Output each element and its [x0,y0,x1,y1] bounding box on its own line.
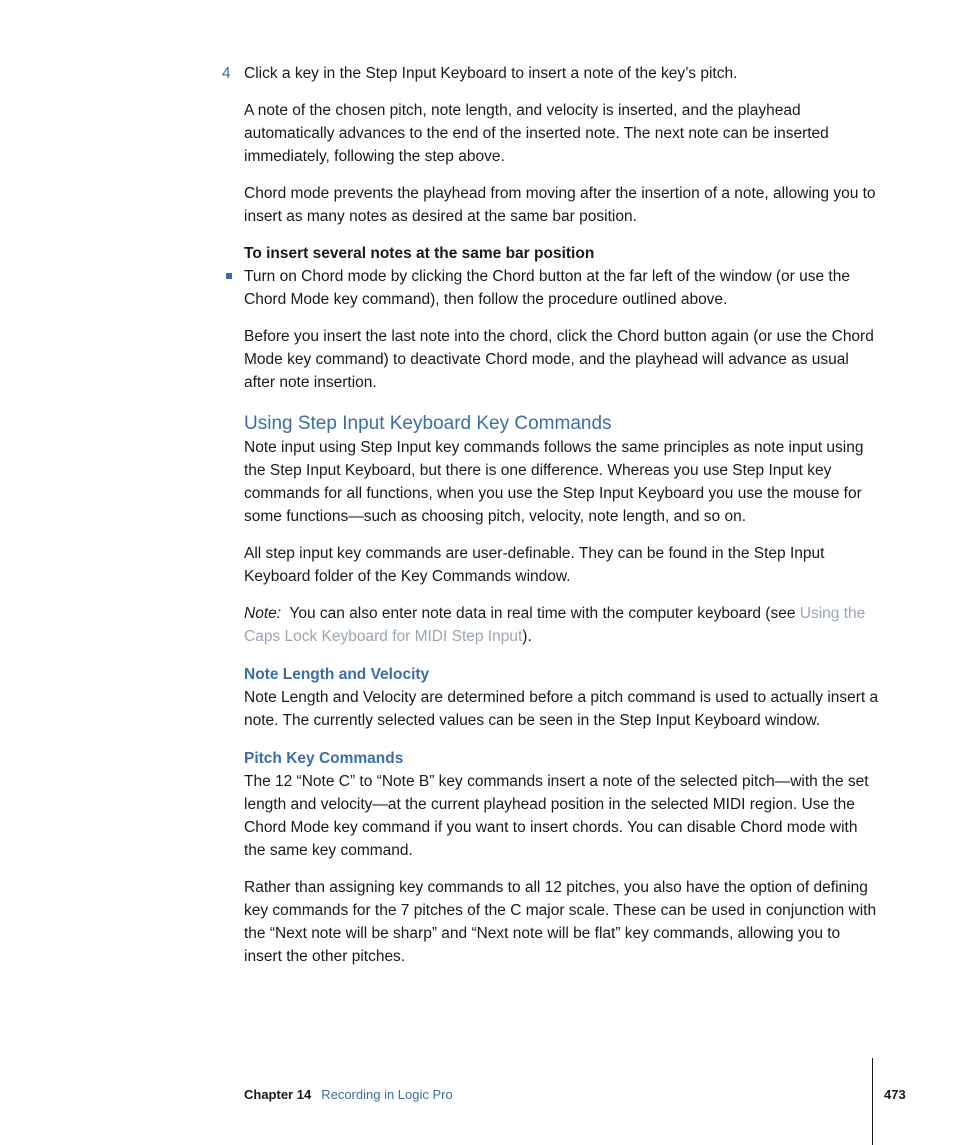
page-content [222,62,880,968]
paragraph-length-velocity: Note Length and Velocity are determined before a pitch command is used to actually insert a note. The currently selected values can be seen in the Step Input Keyboard window. [244,689,879,729]
subheading-pitch-key-commands: Pitch Key Commands [244,750,404,767]
footer-chapter: Chapter 14 [244,1087,312,1102]
note-text-after: ). [522,628,532,645]
paragraph-user-definable: All step input key commands are user-definable. They can be found in the Step Input Keyboard folder of the Key Commands window. [244,545,825,585]
footer-divider [872,1058,873,1145]
note-paragraph [244,602,880,648]
page-footer [244,1087,453,1103]
task-title: To insert several notes at the same bar position [244,245,595,262]
step-number: 4 [222,65,231,82]
section-heading: Using Step Input Keyboard Key Commands [244,413,612,434]
bullet-item [244,265,880,311]
page-number: 473 [884,1087,906,1102]
paragraph-pitch-1: The 12 “Note C” to “Note B” key commands insert a note of the selected pitch—with the set length and velocity—at the current playhead position in the selected MIDI region. Use the Chord Mode key command if you want to insert chords. You can disable Chord mode with the same key command. [244,773,869,859]
subheading-length-velocity: Note Length and Velocity [244,666,430,683]
paragraph-pitch-2: Rather than assigning key commands to all 12 pitches, you also have the option of defining key commands for the 7 pitches of the C major scale. These can be used in conjunction with the “Next note will be sharp” and “Next note will be flat” key commands, allowing you to insert the other pitches. [244,879,877,965]
cross-reference-link[interactable]: Using the Caps Lock Keyboard for MIDI Step Input [244,605,866,645]
bullet-text: Turn on Chord mode by clicking the Chord button at the far left of the window (or use the Chord Mode key command), then follow the procedure outlined above. [244,268,850,308]
note-text-before: You can also enter note data in real time with the computer keyboard (see [289,605,800,622]
step-text: Click a key in the Step Input Keyboard to insert a note of the key’s pitch. [244,65,738,82]
note-label: Note: [244,605,282,622]
paragraph-note-input: Note input using Step Input key commands follows the same principles as note input using the Step Input Keyboard, but there is one difference. Whereas you use Step Input key commands for all functions, when you use the Step Input Keyboard you use the mouse for some functions—such as choosing pitch, velocity, note length, and so on. [244,439,864,525]
square-bullet-icon [226,273,232,279]
footer-chapter-title[interactable]: Recording in Logic Pro [321,1087,453,1102]
paragraph-chord-mode: Chord mode prevents the playhead from moving after the insertion of a note, allowing you to insert as many notes as desired at the same bar position. [244,185,876,225]
paragraph-note-inserted: A note of the chosen pitch, note length, and velocity is inserted, and the playhead automatically advances to the end of the inserted note. The next note can be inserted immediately, following the step above. [244,102,829,165]
paragraph-before-last: Before you insert the last note into the chord, click the Chord button again (or use the Chord Mode key command) to deactivate Chord mode, and the playhead will advance as usual after note insertion. [244,328,874,391]
step-4 [222,62,880,85]
